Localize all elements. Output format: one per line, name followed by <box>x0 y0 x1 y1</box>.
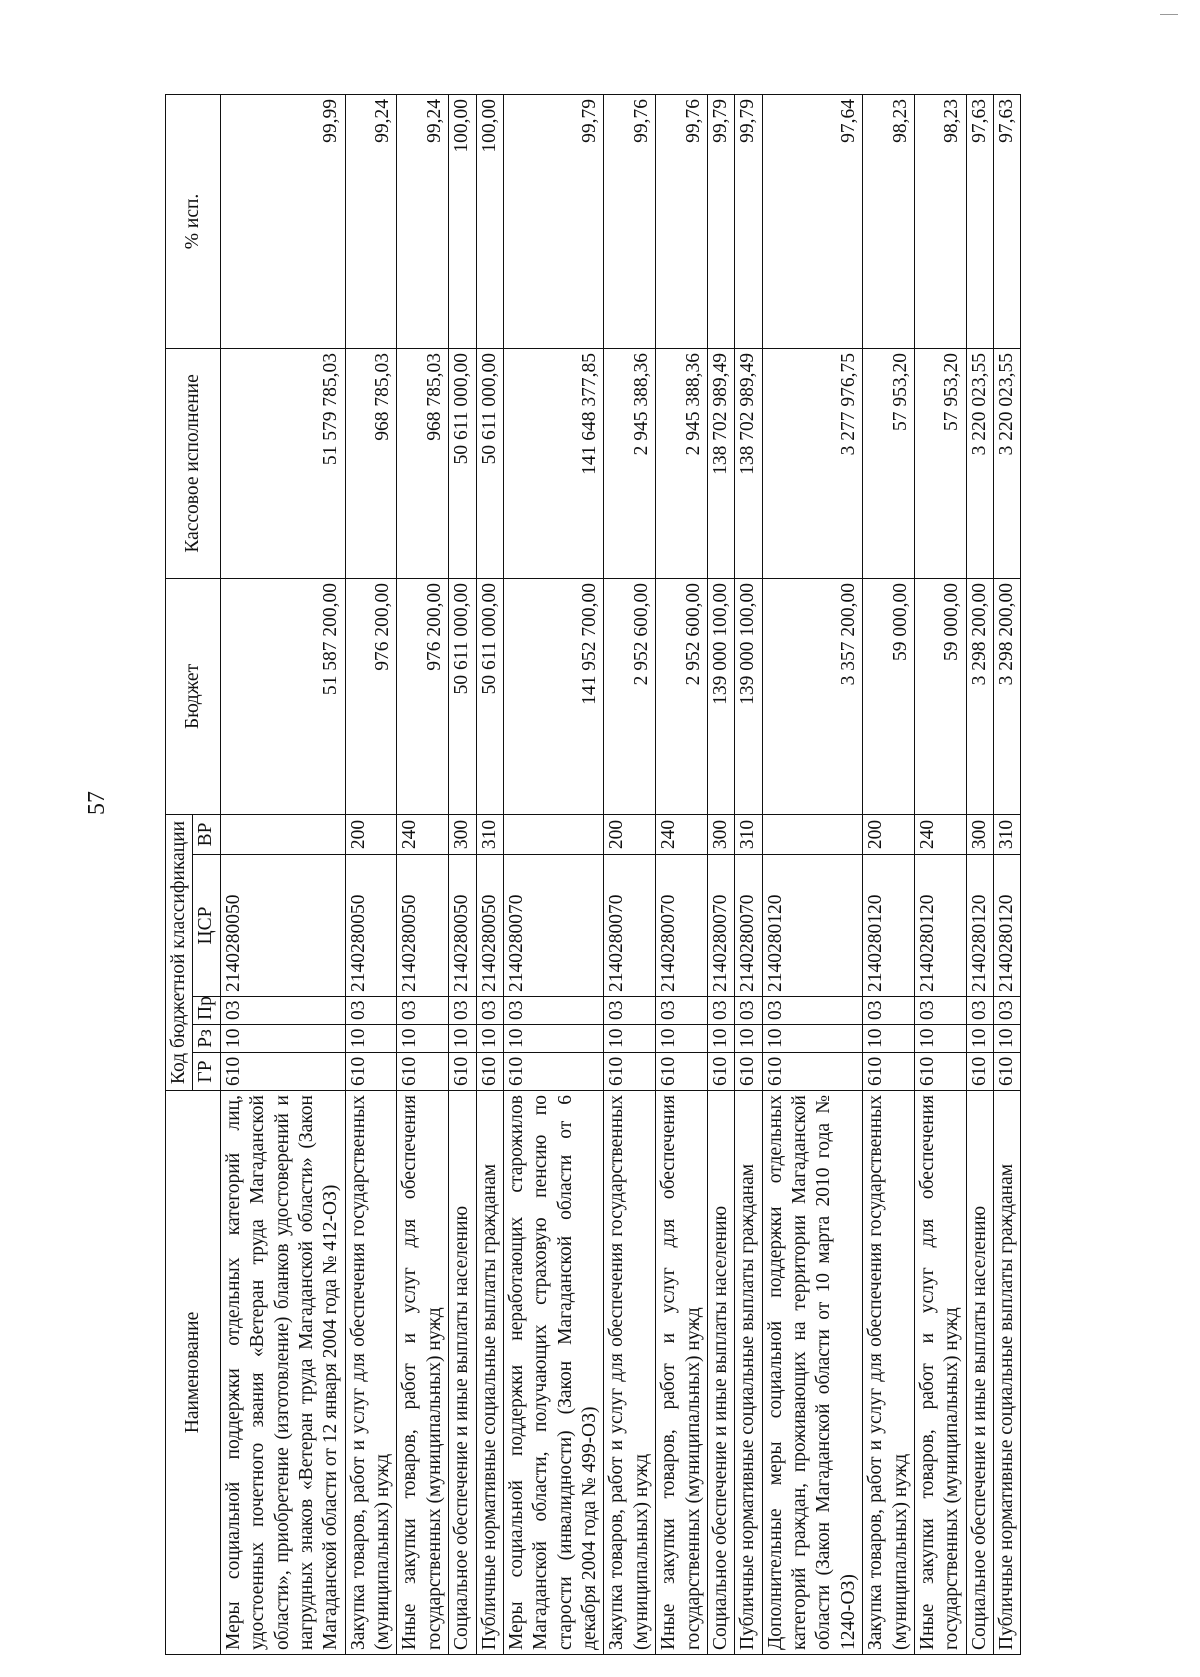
row-csr-cell: 2140280120 <box>966 855 993 997</box>
table-row <box>503 94 604 1654</box>
header-name: Наименование <box>166 1091 221 1655</box>
row-budget-cell: 976 200,00 <box>345 578 397 814</box>
header-kbk: Код бюджетной классификации <box>166 814 193 1090</box>
table-row <box>220 94 345 1654</box>
page-number: 57 <box>84 791 110 815</box>
row-budget-cell: 3 298 200,00 <box>966 578 993 814</box>
row-pr-cell: 03 <box>397 997 449 1025</box>
row-cash-cell: 57 953,20 <box>914 348 966 578</box>
row-cash-cell: 50 611 000,00 <box>449 348 476 578</box>
row-rz-cell: 10 <box>762 1025 863 1053</box>
row-budget-cell: 3 357 200,00 <box>762 578 863 814</box>
row-cash-cell: 50 611 000,00 <box>476 348 503 578</box>
row-name-cell: Социальное обеспечение и иные выплаты населению <box>449 1091 476 1655</box>
table-row <box>604 94 656 1654</box>
row-name-cell: Социальное обеспечение и иные выплаты населению <box>966 1091 993 1655</box>
row-cash-cell: 138 702 989,49 <box>707 348 734 578</box>
table-row <box>449 94 476 1654</box>
header-budget: Бюджет <box>166 578 221 814</box>
row-rz-cell: 10 <box>503 1025 604 1053</box>
row-pct-cell: 99,79 <box>503 94 604 348</box>
row-gr-cell: 610 <box>220 1053 345 1091</box>
row-rz-cell: 10 <box>735 1025 762 1053</box>
table-row <box>656 94 708 1654</box>
row-cash-cell: 2 945 388,36 <box>656 348 708 578</box>
header-gr: ГР <box>193 1053 220 1091</box>
row-name-cell: Закупка товаров, работ и услуг для обеспечения государственных (муниципальных) нужд <box>604 1091 656 1655</box>
row-gr-cell: 610 <box>604 1053 656 1091</box>
table-body <box>220 94 1021 1654</box>
row-pr-cell: 03 <box>656 997 708 1025</box>
row-rz-cell: 10 <box>966 1025 993 1053</box>
row-rz-cell: 10 <box>604 1025 656 1053</box>
row-pr-cell: 03 <box>994 997 1021 1025</box>
header-cash: Кассовое исполнение <box>166 348 221 578</box>
row-csr-cell: 2140280050 <box>476 855 503 997</box>
table-row <box>707 94 734 1654</box>
row-budget-cell: 139 000 100,00 <box>707 578 734 814</box>
row-rz-cell: 10 <box>994 1025 1021 1053</box>
row-name-cell: Публичные нормативные социальные выплаты гражданам <box>994 1091 1021 1655</box>
row-name-cell: Меры социальной поддержки неработающих старожилов Магаданской области, получающих страховую пенсию по старости (инвалидности) (Закон Магаданской области от 6 декабря 2004 года № 499-ОЗ) <box>503 1091 604 1655</box>
row-vr-cell: 200 <box>604 814 656 854</box>
row-vr-cell: 200 <box>345 814 397 854</box>
table-row <box>966 94 993 1654</box>
row-cash-cell: 3 277 976,75 <box>762 348 863 578</box>
row-csr-cell: 2140280120 <box>762 855 863 997</box>
row-vr-cell: 240 <box>914 814 966 854</box>
row-vr-cell: 200 <box>863 814 915 854</box>
row-budget-cell: 59 000,00 <box>914 578 966 814</box>
row-pr-cell: 03 <box>863 997 915 1025</box>
row-budget-cell: 50 611 000,00 <box>476 578 503 814</box>
row-cash-cell: 3 220 023,55 <box>966 348 993 578</box>
row-pct-cell: 99,79 <box>707 94 734 348</box>
row-pr-cell: 03 <box>476 997 503 1025</box>
row-gr-cell: 610 <box>762 1053 863 1091</box>
row-gr-cell: 610 <box>397 1053 449 1091</box>
row-budget-cell: 51 587 200,00 <box>220 578 345 814</box>
row-rz-cell: 10 <box>345 1025 397 1053</box>
row-csr-cell: 2140280070 <box>503 855 604 997</box>
row-pr-cell: 03 <box>966 997 993 1025</box>
row-csr-cell: 2140280050 <box>449 855 476 997</box>
row-gr-cell: 610 <box>994 1053 1021 1091</box>
header-vr: ВР <box>193 814 220 854</box>
row-vr-cell: 300 <box>707 814 734 854</box>
row-pct-cell: 97,63 <box>994 94 1021 348</box>
row-csr-cell: 2140280070 <box>707 855 734 997</box>
row-cash-cell: 968 785,03 <box>397 348 449 578</box>
row-vr-cell: 310 <box>735 814 762 854</box>
table-row <box>397 94 449 1654</box>
table-row <box>345 94 397 1654</box>
row-name-cell: Публичные нормативные социальные выплаты гражданам <box>735 1091 762 1655</box>
row-cash-cell: 2 945 388,36 <box>604 348 656 578</box>
row-cash-cell: 968 785,03 <box>345 348 397 578</box>
row-vr-cell <box>503 814 604 854</box>
row-budget-cell: 50 611 000,00 <box>449 578 476 814</box>
row-gr-cell: 610 <box>656 1053 708 1091</box>
row-pr-cell: 03 <box>220 997 345 1025</box>
row-pct-cell: 99,76 <box>604 94 656 348</box>
row-pct-cell: 99,79 <box>735 94 762 348</box>
row-vr-cell: 310 <box>994 814 1021 854</box>
row-name-cell: Социальное обеспечение и иные выплаты населению <box>707 1091 734 1655</box>
row-vr-cell: 300 <box>966 814 993 854</box>
row-gr-cell: 610 <box>503 1053 604 1091</box>
row-budget-cell: 976 200,00 <box>397 578 449 814</box>
row-rz-cell: 10 <box>914 1025 966 1053</box>
header-pct: % исп. <box>166 94 221 348</box>
table-row <box>914 94 966 1654</box>
row-pct-cell: 98,23 <box>914 94 966 348</box>
row-csr-cell: 2140280070 <box>604 855 656 997</box>
row-name-cell: Закупка товаров, работ и услуг для обеспечения государственных (муниципальных) нужд <box>345 1091 397 1655</box>
row-pct-cell: 97,63 <box>966 94 993 348</box>
table-row <box>762 94 863 1654</box>
row-vr-cell: 240 <box>656 814 708 854</box>
row-csr-cell: 2140280070 <box>735 855 762 997</box>
row-vr-cell: 240 <box>397 814 449 854</box>
row-gr-cell: 610 <box>476 1053 503 1091</box>
row-cash-cell: 141 648 377,85 <box>503 348 604 578</box>
row-rz-cell: 10 <box>476 1025 503 1053</box>
row-pr-cell: 03 <box>735 997 762 1025</box>
row-rz-cell: 10 <box>449 1025 476 1053</box>
row-name-cell: Иные закупки товаров, работ и услуг для обеспечения государственных (муниципальных) нужд <box>397 1091 449 1655</box>
row-csr-cell: 2140280050 <box>345 855 397 997</box>
row-csr-cell: 2140280120 <box>994 855 1021 997</box>
row-pct-cell: 100,00 <box>476 94 503 348</box>
row-pr-cell: 03 <box>914 997 966 1025</box>
row-name-cell: Иные закупки товаров, работ и услуг для обеспечения государственных (муниципальных) нужд <box>656 1091 708 1655</box>
table-row <box>735 94 762 1654</box>
row-budget-cell: 2 952 600,00 <box>656 578 708 814</box>
row-budget-cell: 141 952 700,00 <box>503 578 604 814</box>
row-rz-cell: 10 <box>220 1025 345 1053</box>
row-cash-cell: 57 953,20 <box>863 348 915 578</box>
row-gr-cell: 610 <box>914 1053 966 1091</box>
row-cash-cell: 51 579 785,03 <box>220 348 345 578</box>
row-gr-cell: 610 <box>449 1053 476 1091</box>
row-csr-cell: 2140280070 <box>656 855 708 997</box>
row-pct-cell: 99,24 <box>345 94 397 348</box>
row-pr-cell: 03 <box>345 997 397 1025</box>
row-pct-cell: 100,00 <box>449 94 476 348</box>
row-pr-cell: 03 <box>503 997 604 1025</box>
row-budget-cell: 2 952 600,00 <box>604 578 656 814</box>
row-vr-cell <box>762 814 863 854</box>
row-rz-cell: 10 <box>397 1025 449 1053</box>
row-name-cell: Закупка товаров, работ и услуг для обеспечения государственных (муниципальных) нужд <box>863 1091 915 1655</box>
table-row <box>994 94 1021 1654</box>
row-pct-cell: 99,99 <box>220 94 345 348</box>
row-budget-cell: 3 298 200,00 <box>994 578 1021 814</box>
table-row <box>476 94 503 1654</box>
row-gr-cell: 610 <box>345 1053 397 1091</box>
row-rz-cell: 10 <box>656 1025 708 1053</box>
row-pr-cell: 03 <box>707 997 734 1025</box>
table-row <box>863 94 915 1654</box>
row-name-cell: Иные закупки товаров, работ и услуг для обеспечения государственных (муниципальных) нужд <box>914 1091 966 1655</box>
row-pct-cell: 98,23 <box>863 94 915 348</box>
row-gr-cell: 610 <box>707 1053 734 1091</box>
row-csr-cell: 2140280120 <box>863 855 915 997</box>
row-vr-cell <box>220 814 345 854</box>
row-budget-cell: 59 000,00 <box>863 578 915 814</box>
row-pr-cell: 03 <box>604 997 656 1025</box>
row-cash-cell: 138 702 989,49 <box>735 348 762 578</box>
row-csr-cell: 2140280050 <box>397 855 449 997</box>
row-gr-cell: 610 <box>735 1053 762 1091</box>
row-rz-cell: 10 <box>707 1025 734 1053</box>
row-rz-cell: 10 <box>863 1025 915 1053</box>
row-cash-cell: 3 220 023,55 <box>994 348 1021 578</box>
row-vr-cell: 300 <box>449 814 476 854</box>
row-pr-cell: 03 <box>762 997 863 1025</box>
rotated-table-container <box>165 95 1065 1655</box>
row-pct-cell: 97,64 <box>762 94 863 348</box>
row-name-cell: Меры социальной поддержки отдельных категорий лиц, удостоенных почетного звания «Ветеран труда Магаданской области», приобретение (изготовление) бланков удостоверений и нагрудных знаков «Ветеран труда Магаданской области» (Закон Магаданской области от 12 января 2004 года № 412-ОЗ) <box>220 1091 345 1655</box>
row-gr-cell: 610 <box>863 1053 915 1091</box>
row-pr-cell: 03 <box>449 997 476 1025</box>
row-budget-cell: 139 000 100,00 <box>735 578 762 814</box>
row-pct-cell: 99,76 <box>656 94 708 348</box>
scan-mark <box>1160 14 1178 15</box>
row-csr-cell: 2140280050 <box>220 855 345 997</box>
budget-table <box>165 94 1021 1655</box>
row-csr-cell: 2140280120 <box>914 855 966 997</box>
row-vr-cell: 310 <box>476 814 503 854</box>
header-pr: Пр <box>193 997 220 1025</box>
row-gr-cell: 610 <box>966 1053 993 1091</box>
header-rz: Рз <box>193 1025 220 1053</box>
row-name-cell: Публичные нормативные социальные выплаты гражданам <box>476 1091 503 1655</box>
header-csr: ЦСР <box>193 855 220 997</box>
row-name-cell: Дополнительные меры социальной поддержки отдельных категорий граждан, проживающих на территории Магаданской области (Закон Магаданской области от 10 марта 2010 года № 1240-ОЗ) <box>762 1091 863 1655</box>
row-pct-cell: 99,24 <box>397 94 449 348</box>
